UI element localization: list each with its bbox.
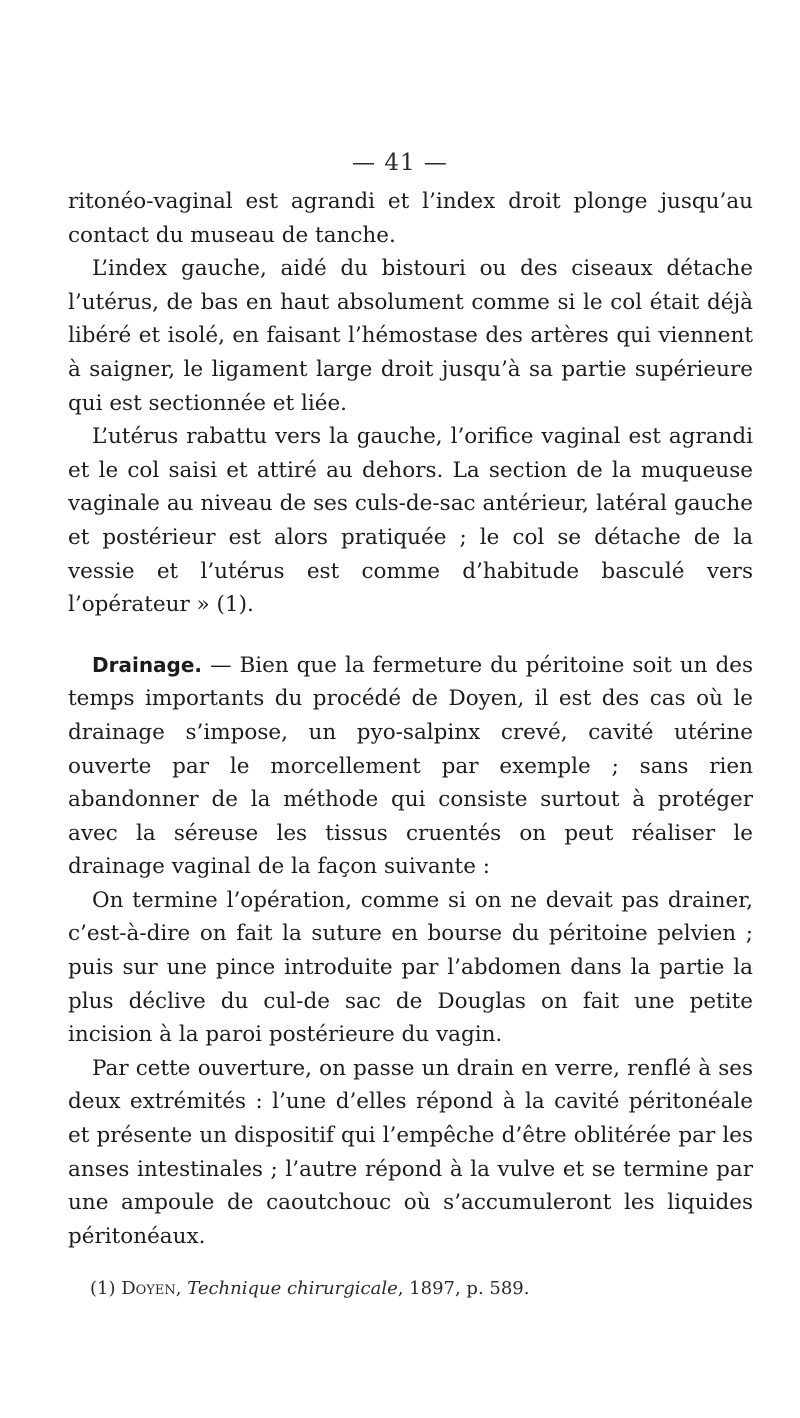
footnote-marker: (1) [90,1278,122,1299]
paragraph-uterus-rabattu: L’utérus rabattu vers la gauche, l’orifice vaginal est agrandi et le col saisi et attiré au dehors. La section de la muqueuse vaginale au niveau de ses culs-de-sac antérieur, latéral gauche et postérieur est alors pratiquée ; le col se détache de la vessie et l’utérus est comme d’habitude basculé vers l’opérateur » (1). [68,424,753,618]
section-title-drainage: Drainage. [92,652,203,677]
paragraph-index-gauche: L’index gauche, aidé du bistouri ou des ciseaux détache l’utérus, de bas en haut absolument comme si le col était déjà libéré et isolé, en faisant l’hémostase des artères qui viennent à saigner, le ligament large droit jusqu’à sa partie supérieure qui est sectionnée et liée. [68,256,753,416]
footnote-author: Doyen [121,1278,176,1299]
paragraph-on-termine: On termine l’opération, comme si on ne devait pas drainer, c’est-à-dire on fait la suture en bourse du péritoine pelvien ; puis sur une pince introduite par l’abdomen dans la partie la plus déclive du cul-de sac de Douglas on fait une petite incision à la paroi postérieure du vagin. [68,887,753,1048]
paragraph-drainage [68,649,753,884]
body-text [68,185,753,1253]
paragraph-par-cette-ouverture: Par cette ouverture, on passe un drain en verre, renflé à ses deux extrémités : l’une d’elles répond à la cavité péritonéale et présente un dispositif qui l’empêche d’être oblitérée par les anses intestinales ; l’autre répond à la vulve et se termine par une ampoule de caoutchouc où s’accumuleront les liquides péritonéaux. [68,1055,753,1249]
footnote-details: , 1897, p. 589. [397,1278,530,1299]
footnote [90,1277,750,1301]
page-number: — 41 — [352,150,448,176]
footnote-separator: , [175,1278,188,1299]
paragraph-drainage-body: — Bien que la fermeture du péritoine soit un des temps importants du procédé de Doyen, il est des cas où le drainage s’impose, un pyo-salpinx crevé, cavité utérine ouverte par le morcellement par exemple ; sans rien abandonner de la méthode qui consiste surtout à protéger avec la séreuse les tissus cruentés on peut réaliser le drainage vaginal de la façon suivante : [68,652,753,880]
footnote-work-title: Technique chirurgicale [187,1278,398,1299]
paragraph-continuation: ritonéo-vaginal est agrandi et l’index droit plonge jusqu’au contact du museau de tanche. [68,189,753,248]
